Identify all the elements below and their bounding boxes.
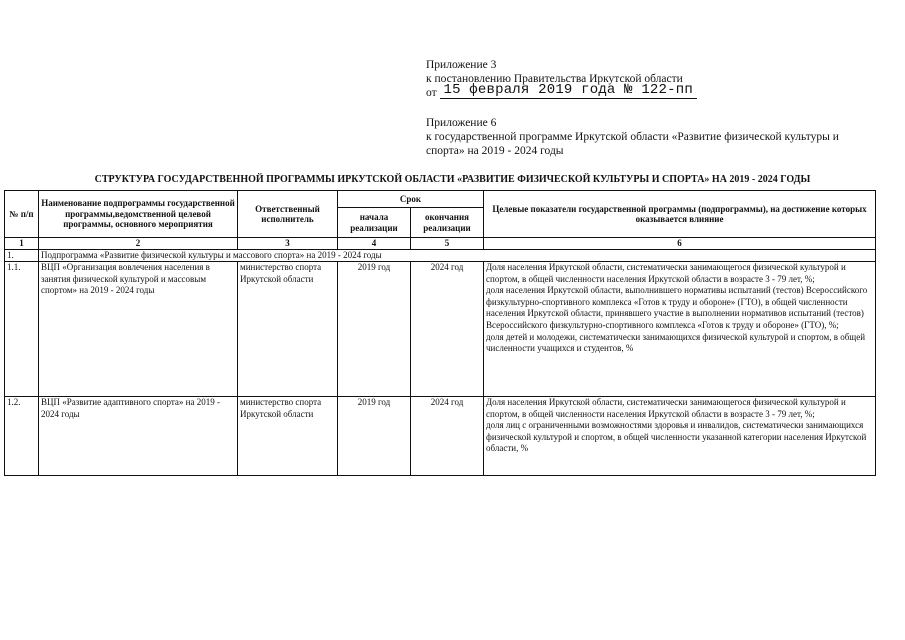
col-number: 1 <box>5 238 39 250</box>
col-number: 3 <box>238 238 338 250</box>
table-row <box>5 262 876 397</box>
attachment-3-decree: к постановлению Правительства Иркутской области <box>426 73 683 85</box>
row-executor: министерство спорта Иркутской области <box>238 397 338 476</box>
col-number: 6 <box>484 238 876 250</box>
row-start: 2019 год <box>338 397 411 476</box>
row-indicators <box>484 397 876 476</box>
attachment-3-block <box>426 58 697 100</box>
table-row <box>5 397 876 476</box>
date-prefix: от <box>426 87 437 99</box>
indicator-item: доля лиц с ограниченными возможностями здоровья и инвалидов, систематически занимающихся физической культурой и спортом, в общей численности указанной категории населения Иркутской области, % <box>486 420 867 454</box>
indicator-item: доля населения Иркутской области, выполнившего нормативы испытаний (тестов) Всероссийского физкультурно-спортивного комплекса «Готов к труду и обороне» (ГТО), в общей численности населения Иркутской области, принявшего участие в выполнении нормативов испытаний (тестов) Всероссийского физкультурно-спортивного комплекса «Готов к труду и обороне» (ГТО), %; <box>486 285 868 330</box>
header-num: № п/п <box>5 191 39 238</box>
indicator-item: Доля населения Иркутской области, систематически занимающегося физической культурой и спортом, в общей численности населения Иркутской области в возрасте 3 - 79 лет, %; <box>486 262 846 284</box>
row-num: 1.1. <box>5 262 39 397</box>
attachment-3-label: Приложение 3 <box>426 59 497 71</box>
date-stamp: 15 февраля 2019 года № 122-пп <box>440 82 697 99</box>
header-indicators: Целевые показатели государственной программы (подпрограммы), на достижение которых оказывается влияние <box>484 191 876 238</box>
indicator-item: Доля населения Иркутской области, систематически занимающегося физической культурой и спортом, в общей численности населения Иркутской области в возрасте 3 - 79 лет, %; <box>486 397 846 419</box>
header-executor: Ответственный исполнитель <box>238 191 338 238</box>
col-number: 2 <box>39 238 238 250</box>
header-end: окончания реализации <box>411 208 484 238</box>
row-end: 2024 год <box>411 262 484 397</box>
row-end: 2024 год <box>411 397 484 476</box>
col-number: 4 <box>338 238 411 250</box>
document-title: СТРУКТУРА ГОСУДАРСТВЕННОЙ ПРОГРАММЫ ИРКУТСКОЙ ОБЛАСТИ «РАЗВИТИЕ ФИЗИЧЕСКОЙ КУЛЬТУРЫ И СПОРТА» НА 2019 - 2024 ГОДЫ <box>94 174 811 185</box>
row-indicators <box>484 262 876 397</box>
header-start: начала реализации <box>338 208 411 238</box>
section-num: 1. <box>5 250 39 262</box>
attachment-3-date-line <box>426 82 697 100</box>
header-term: Срок <box>338 191 484 208</box>
row-num: 1.2. <box>5 397 39 476</box>
indicator-item: доля детей и молодежи, систематически занимающихся физической культурой и спортом, в общей численности учащихся и студентов, % <box>486 331 866 354</box>
row-name: ВЦП «Развитие адаптивного спорта» на 2019 - 2024 годы <box>39 397 238 476</box>
col-number: 5 <box>411 238 484 250</box>
section-title: Подпрограмма «Развитие физической культуры и массового спорта» на 2019 - 2024 годы <box>39 250 876 262</box>
section-row <box>5 250 876 262</box>
column-numbers-row <box>5 238 876 250</box>
row-start: 2019 год <box>338 262 411 397</box>
row-executor: министерство спорта Иркутской области <box>238 262 338 397</box>
attachment-6-program: к государственной программе Иркутской области «Развитие физической культуры и спорта» на 2019 - 2024 годы <box>426 131 839 157</box>
structure-table <box>4 190 876 476</box>
row-name: ВЦП «Организация вовлечения населения в занятия физической культурой и массовым спортом» на 2019 - 2024 годы <box>39 262 238 397</box>
attachment-6-label: Приложение 6 <box>426 117 497 129</box>
header-name: Наименование подпрограммы государственной программы,ведомственной целевой программы, основного мероприятия <box>39 191 238 238</box>
attachment-6-block <box>426 116 876 158</box>
